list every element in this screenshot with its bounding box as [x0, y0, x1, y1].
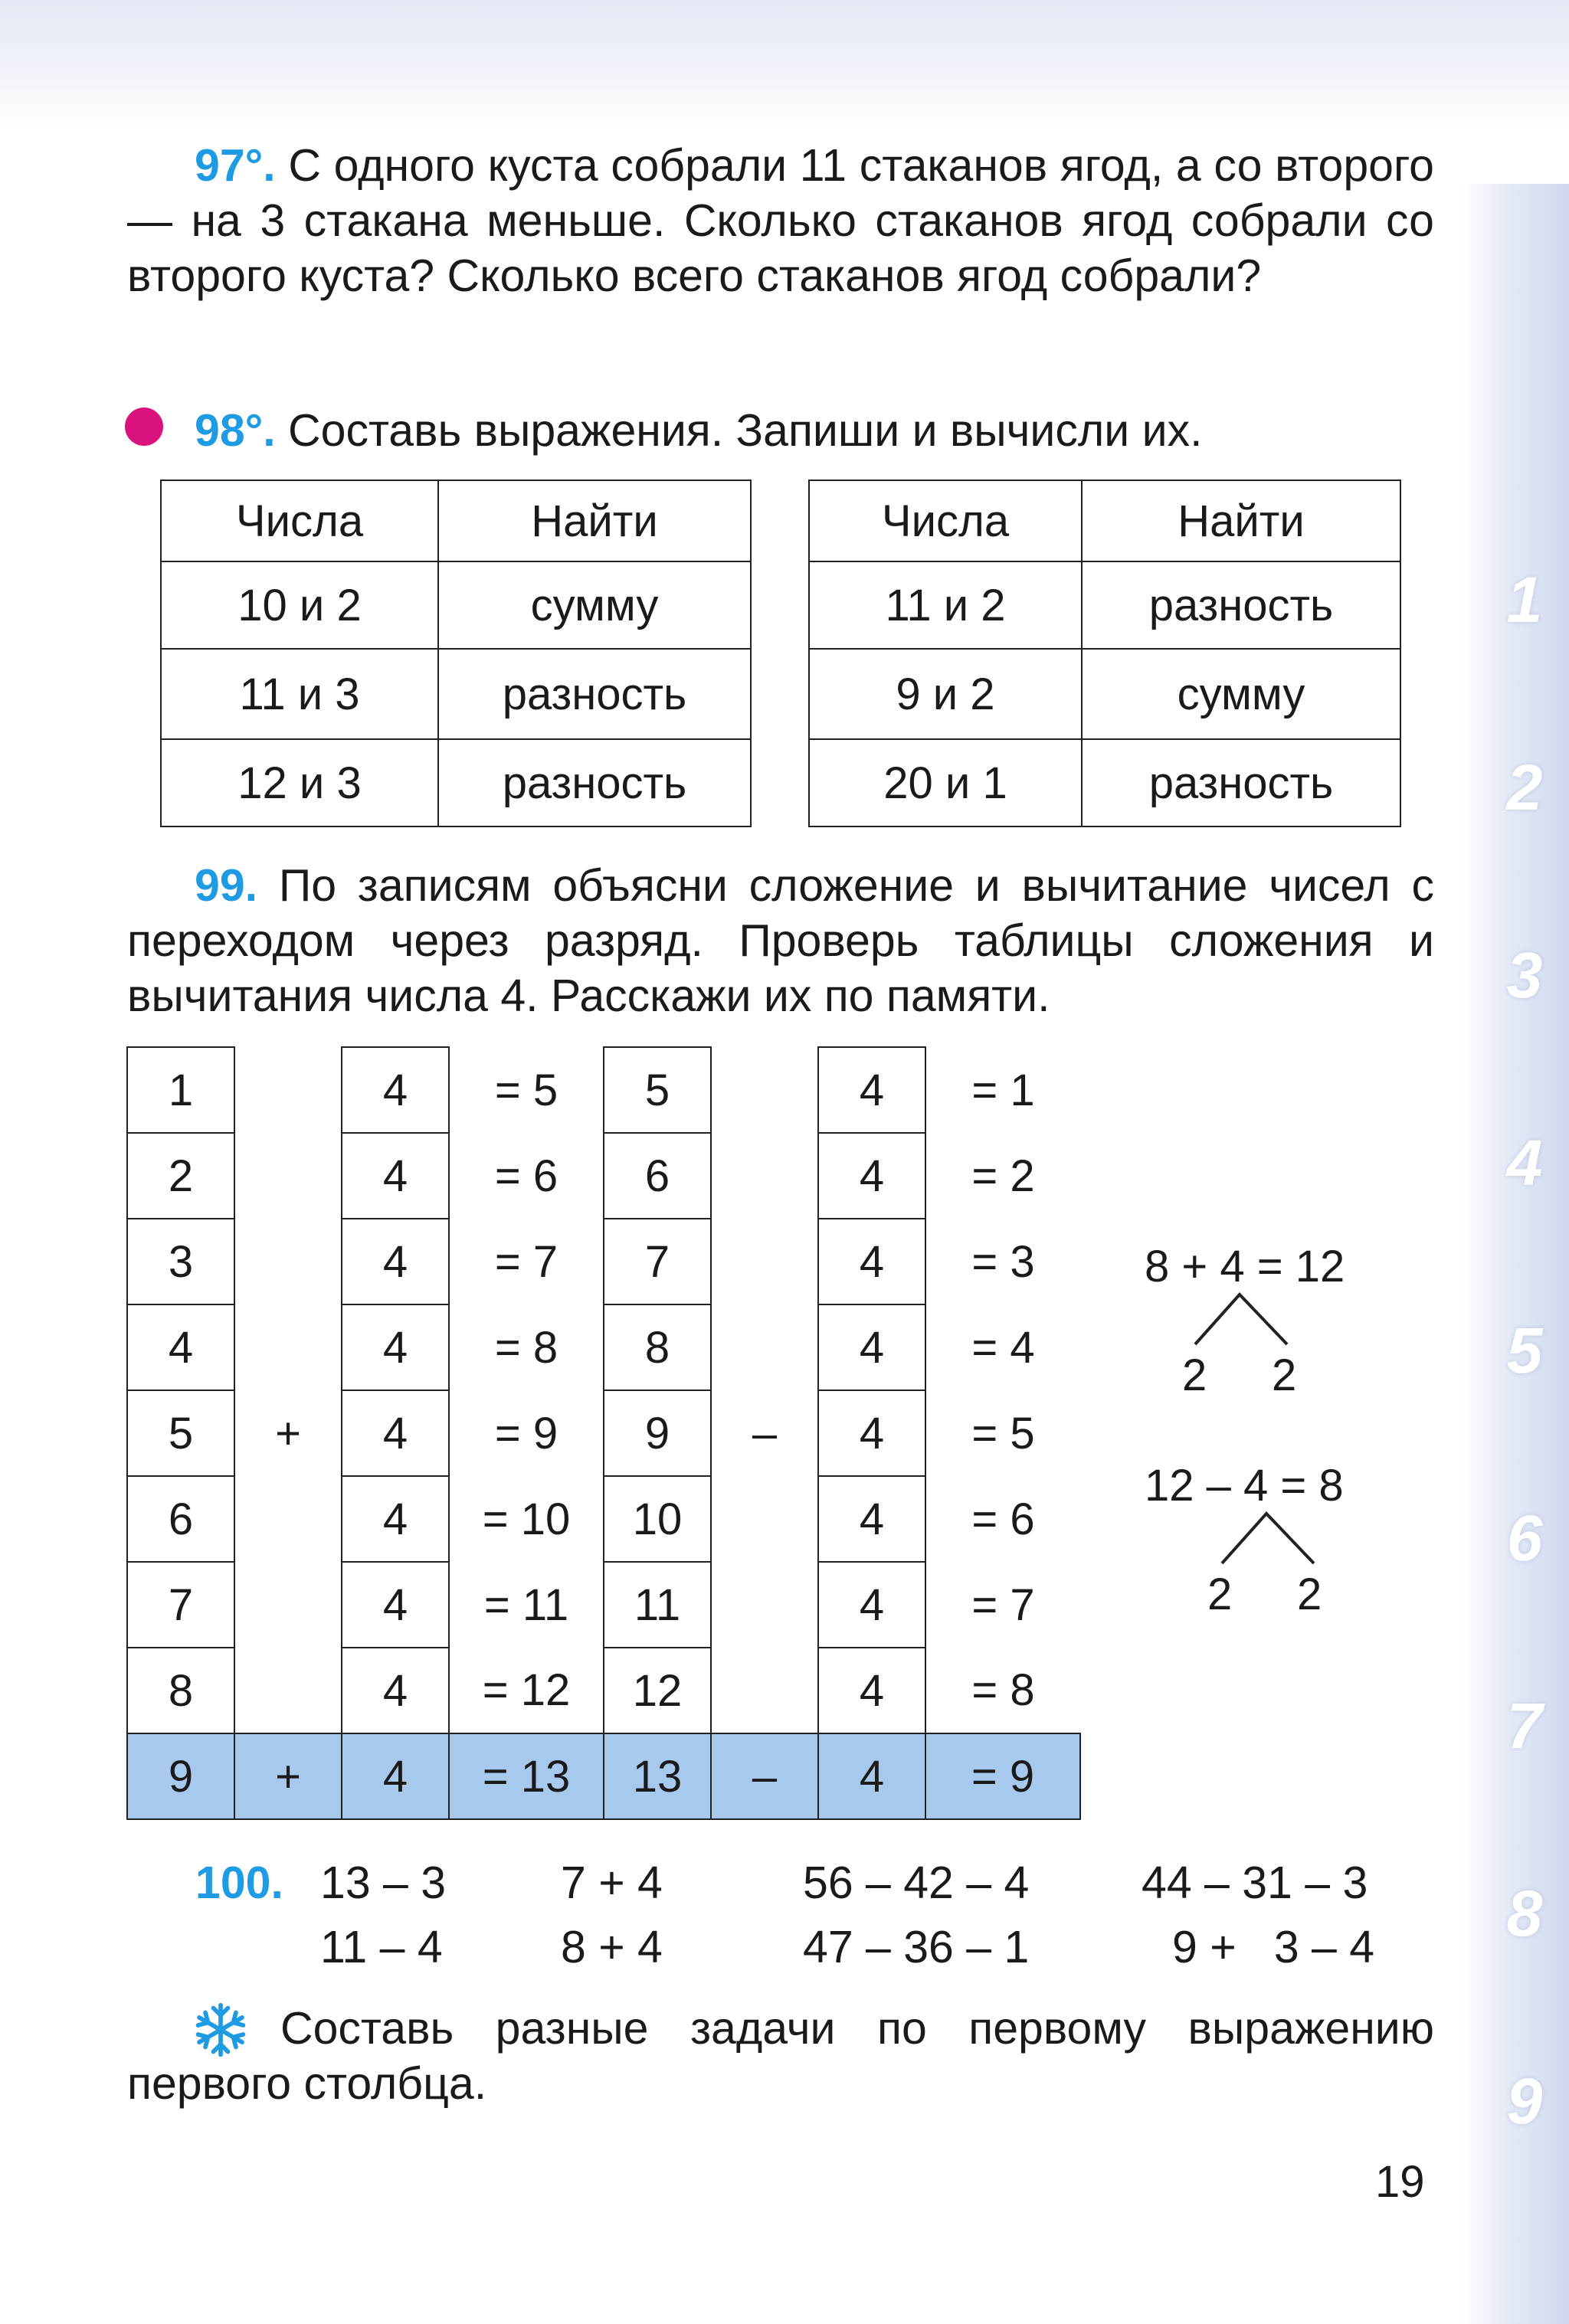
table-cell: 7: [127, 1562, 234, 1648]
table-cell: 4: [818, 1219, 925, 1304]
top-fade: [0, 0, 1569, 130]
table-cell: 6: [127, 1476, 234, 1562]
table-cell: 10 и 2: [161, 561, 438, 649]
decomposition-part: 2: [1272, 1350, 1297, 1400]
table-cell: сумму: [1082, 649, 1400, 739]
decomposition-branch: [1180, 1287, 1333, 1348]
sidebar-number: 7: [1506, 1690, 1543, 1762]
table-cell: 4: [342, 1733, 449, 1819]
table-cell: = 9: [925, 1733, 1080, 1819]
expression: 7 + 4: [561, 1858, 663, 1908]
expression: 8 + 4: [561, 1922, 663, 1972]
sidebar-number: 4: [1506, 1127, 1543, 1199]
table-cell: 2: [127, 1133, 234, 1219]
table-cell: 4: [342, 1648, 449, 1733]
table-cell: = 6: [494, 1151, 558, 1201]
table-cell: 13: [604, 1733, 711, 1819]
task-text: По записям объясни сложение и вычитание чисел с переходом через разряд. Проверь таблицы сложения и вычитания числа 4. Расскажи их по памяти.: [127, 860, 1434, 1021]
addition-example: 8 + 4 = 12: [1145, 1242, 1345, 1291]
page-number: 19: [1375, 2157, 1425, 2207]
decomposition-part: 2: [1297, 1570, 1322, 1619]
table-cell: 8: [604, 1304, 711, 1390]
table-cell: 8: [127, 1648, 234, 1733]
task-number: 100.: [195, 1858, 283, 1908]
decomposition-branch: [1207, 1506, 1360, 1567]
table-cell: = 5: [494, 1065, 558, 1115]
table-cell: 4: [818, 1047, 925, 1133]
table-cell: 4: [818, 1733, 925, 1819]
sidebar-number: 8: [1506, 1877, 1543, 1949]
table-cell: 4: [818, 1133, 925, 1219]
table-cell: [234, 1133, 342, 1219]
sidebar-number: 3: [1506, 939, 1543, 1011]
table-cell: = 8: [971, 1665, 1035, 1715]
subtraction-example: 12 – 4 = 8: [1145, 1461, 1344, 1511]
minus-sign: –: [711, 1733, 818, 1819]
table-cell: 11 и 3: [161, 649, 438, 739]
table-cell: 4: [818, 1304, 925, 1390]
table-cell: 4: [818, 1562, 925, 1648]
task-99: [127, 858, 1434, 1023]
table-cell: = 7: [494, 1236, 558, 1287]
addition-subtraction-table: [126, 1046, 1081, 1820]
sidebar-number: 5: [1506, 1314, 1543, 1386]
table-cell: разность: [1082, 739, 1400, 826]
expression: 47 – 36 – 1: [803, 1922, 1030, 1972]
table-cell: 11: [604, 1562, 711, 1648]
table-cell: 4: [818, 1476, 925, 1562]
table-cell: = 12: [482, 1665, 571, 1715]
expression: 13 – 3: [320, 1858, 447, 1908]
table-cell: [711, 1648, 818, 1733]
table-cell: 12: [604, 1648, 711, 1733]
plus-sign: +: [234, 1733, 342, 1819]
task-text: Составь разные задачи по первому выражению первого столбца.: [127, 2003, 1434, 2109]
star-task: [127, 2001, 1434, 2111]
table-cell: 4: [342, 1390, 449, 1476]
table-cell: = 8: [494, 1322, 558, 1373]
table-cell: [711, 1133, 818, 1219]
table-cell: разность: [438, 649, 751, 739]
task-number: 99.: [195, 860, 258, 911]
table-cell: [234, 1047, 342, 1133]
task-text: Составь выражения. Запиши и вычисли их.: [288, 405, 1203, 456]
table-cell: [711, 1219, 818, 1304]
table-cell: = 7: [971, 1579, 1035, 1630]
task-97: [127, 138, 1434, 303]
table-cell: [234, 1219, 342, 1304]
table-cell: 12 и 3: [161, 739, 438, 826]
table-cell: [234, 1648, 342, 1733]
table-cell: = 1: [971, 1065, 1035, 1115]
expression: 9 + 3 – 4: [1172, 1922, 1375, 1972]
table-cell: 3: [127, 1219, 234, 1304]
table-cell: 4: [127, 1304, 234, 1390]
table-cell: = 10: [482, 1494, 571, 1544]
table-cell: 9 и 2: [809, 649, 1082, 739]
task-98-table-right: [808, 480, 1401, 827]
table-cell: 9: [604, 1390, 711, 1476]
decomposition-part: 2: [1207, 1570, 1233, 1619]
table-cell: [234, 1304, 342, 1390]
task-98-table-left: [160, 480, 752, 827]
table-cell: 4: [342, 1562, 449, 1648]
table-cell: 5: [604, 1047, 711, 1133]
table-cell: = 5: [971, 1408, 1035, 1458]
table-cell: = 9: [494, 1408, 558, 1458]
decomposition-part: 2: [1182, 1350, 1207, 1400]
task-text: С одного куста собрали 11 стаканов ягод, а со второго — на 3 стакана меньше. Сколько стаканов ягод собрали со второго куста? Сколько всего стаканов ягод собрали?: [127, 140, 1434, 301]
sidebar-number: 1: [1506, 564, 1543, 636]
table-cell: разность: [438, 739, 751, 826]
table-cell: 4: [818, 1648, 925, 1733]
table-cell: 1: [127, 1047, 234, 1133]
table-header: Числа: [161, 480, 438, 561]
table-header: Найти: [438, 480, 751, 561]
table-cell: [711, 1562, 818, 1648]
minus-sign: –: [752, 1408, 778, 1458]
difficulty-bullet-icon: [125, 408, 163, 446]
table-cell: 4: [342, 1133, 449, 1219]
plus-sign: +: [275, 1408, 301, 1458]
task-number: 97°.: [195, 140, 276, 191]
table-cell: = 2: [971, 1151, 1035, 1201]
expression: 56 – 42 – 4: [803, 1858, 1030, 1908]
table-cell: 10: [604, 1476, 711, 1562]
table-cell: сумму: [438, 561, 751, 649]
sidebar-number: 2: [1506, 751, 1543, 823]
table-cell: 5: [127, 1390, 234, 1476]
expression: 11 – 4: [320, 1922, 443, 1972]
table-header: Числа: [809, 480, 1082, 561]
table-cell: 20 и 1: [809, 739, 1082, 826]
sidebar-number: 6: [1506, 1502, 1543, 1574]
table-cell: = 11: [483, 1579, 569, 1630]
table-cell: 4: [342, 1476, 449, 1562]
table-cell: 4: [342, 1047, 449, 1133]
table-cell: = 6: [971, 1494, 1035, 1544]
table-cell: [234, 1476, 342, 1562]
table-cell: = 3: [971, 1236, 1035, 1287]
table-cell: = 4: [971, 1322, 1035, 1373]
table-cell: 6: [604, 1133, 711, 1219]
highlighted-row: [127, 1733, 1080, 1819]
table-cell: [234, 1562, 342, 1648]
table-cell: = 13: [449, 1733, 604, 1819]
table-cell: 11 и 2: [809, 561, 1082, 649]
chapter-sidebar: [1462, 184, 1569, 2324]
task-98: [195, 403, 1436, 458]
table-cell: 4: [342, 1304, 449, 1390]
expression: 44 – 31 – 3: [1142, 1858, 1368, 1908]
table-cell: 4: [818, 1390, 925, 1476]
table-cell: [711, 1476, 818, 1562]
table-cell: 4: [342, 1219, 449, 1304]
task-number: 98°.: [195, 405, 276, 456]
table-cell: 9: [127, 1733, 234, 1819]
table-cell: [711, 1047, 818, 1133]
table-cell: 7: [604, 1219, 711, 1304]
table-cell: разность: [1082, 561, 1400, 649]
table-cell: [711, 1304, 818, 1390]
table-header: Найти: [1082, 480, 1400, 561]
sidebar-number: 9: [1506, 2065, 1543, 2137]
